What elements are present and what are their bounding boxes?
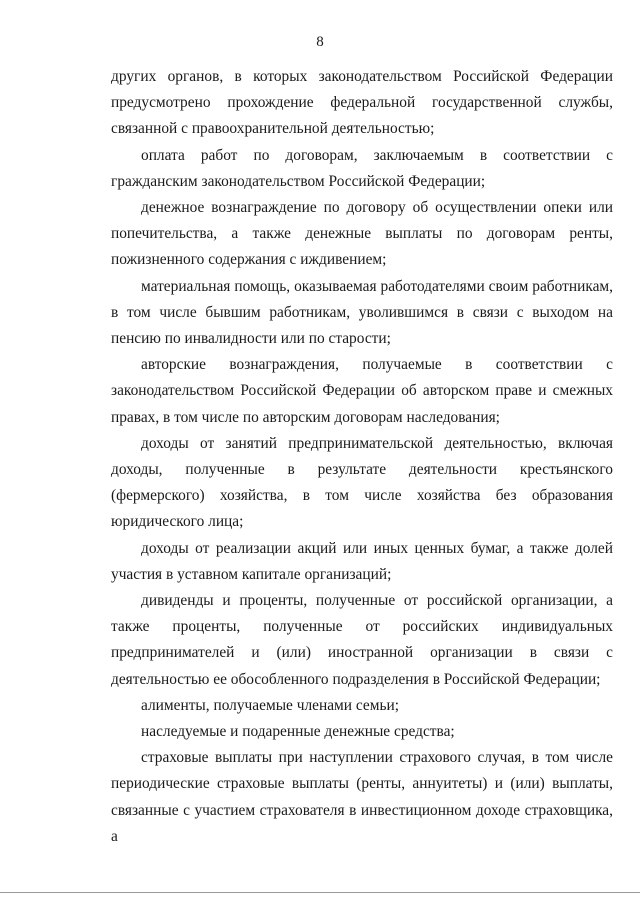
document-body — [111, 64, 613, 850]
paragraph-business-income: доходы от занятий предпринимательской деятельностью, включая доходы, полученные в результате деятельности крестьянского (фермерского) хозяйства, в том числе хозяйства без образования юридического лица; — [111, 434, 613, 531]
paragraph-securities: доходы от реализации акций или иных ценных бумаг, а также долей участия в уставном капитале организаций; — [111, 539, 613, 583]
page-number: 8 — [316, 34, 324, 50]
paragraph-insurance: страховые выплаты при наступлении страхового случая, в том числе периодические страховые выплаты (ренты, аннуитеты) и (или) выплаты, связанные с участием страхователя в инвестиционном доходе страховщика, а — [111, 749, 613, 845]
paragraph-dividends: дивиденды и проценты, полученные от российской организации, а также проценты, полученные от российских индивидуальных предпринимателей и (или) иностранной организации в связи с деятельностью ее обособленного подразделения в Российской Федерации; — [111, 592, 613, 688]
paragraph-contract-work: оплата работ по договорам, заключаемым в соответствии с гражданским законодательством Российской Федерации; — [111, 146, 613, 190]
paragraph-inheritance: наследуемые и подаренные денежные средства; — [141, 723, 455, 741]
paragraph-material-aid: материальная помощь, оказываемая работодателями своим работникам, в том числе бывшим работникам, уволившимся в связи с выходом на пенсию по инвалидности или по старости; — [111, 277, 613, 348]
paragraph-alimony: алименты, получаемые членами семьи; — [141, 696, 399, 714]
paragraph-continuation: других органов, в которых законодательством Российской Федерации предусмотрено прохождение федеральной государственной службы, связанной с правоохранительной деятельностью; — [111, 68, 613, 138]
paragraph-author-fees: авторские вознаграждения, получаемые в соответствии с законодательством Российской Федерации об авторском праве и смежных правах, в том числе по авторским договорам наследования; — [111, 356, 613, 426]
paragraph-guardianship: денежное вознаграждение по договору об осуществлении опеки или попечительства, а также денежные выплаты по договорам ренты, пожизненного содержания с иждивением; — [111, 199, 613, 269]
footer-divider — [0, 892, 640, 893]
